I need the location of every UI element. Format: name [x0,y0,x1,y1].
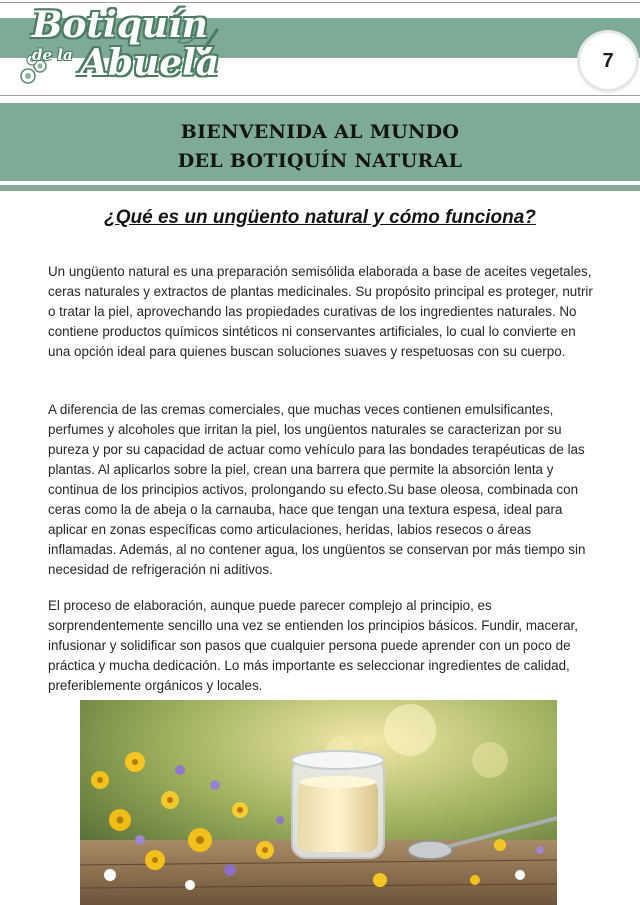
body-paragraph-2: A diferencia de las cremas comerciales, que muchas veces contienen emulsificantes, perfumes y alcoholes que irritan la piel, los ungüentos naturales se caracterizan por su pureza y por su capacidad de actuar como vehículo para las bondades terapéuticas de las plantas. Al aplicarlos sobre la piel, crean una barrera que permite la absorción lenta y continua de los principios activos, prolongando su efecto.Su base oleosa, combinada con ceras como la de abeja o la carnauba, hace que tengan una textura espesa, ideal para aplicar en zonas específicas como articulaciones, heridas, labios resecos o áreas inflamadas. Además, al no contener agua, los ungüentos se conservan por más tiempo sin necesidad de refrigeración ni aditivos. [48,402,586,577]
ointment-jar [292,751,384,858]
body-paragraph-1: Un ungüento natural es una preparación semisólida elaborada a base de aceites vegetales, ceras naturales y extractos de plantas medicinales. Su propósito principal es proteger, nutrir o tratar la piel, aprovechando las propiedades curativas de los ingredientes naturales. No contiene productos químicos sintéticos ni conservantes artificiales, lo cual lo convierte en una opción ideal para quienes buscan soluciones suaves y respetuosas con su cuerpo. [48,264,593,359]
logo-word-de-la: de la [32,46,73,64]
logo-word-botiquin: Botiquín [32,4,208,46]
body-paragraph-3: El proceso de elaboración, aunque puede parecer complejo al principio, es sorprendentemente sencillo una vez se entienden los principios básicos. Fundir, macerar, infusionar y solidificar son pasos que cualquier persona puede aprender con un poco de práctica y mucha dedicación. Lo más importante es seleccionar ingredientes de calidad, preferiblemente orgánicos y locales. [48,598,578,693]
title-band-rule [0,188,640,189]
section-title [0,118,640,176]
section-title-line-1: BIENVENIDA AL MUNDO [180,121,460,143]
page-number: 7 [602,49,614,72]
logo-word-abuela: Abuela [80,42,220,84]
ointment-jar-photo [80,700,557,905]
section-title-line-2: DEL BOTIQUÍN NATURAL [177,150,463,172]
header-divider [0,95,640,96]
section-subtitle: ¿Qué es un ungüento natural y cómo funciona? [104,207,536,228]
page-number-badge [580,33,636,89]
brand-logo [18,2,228,92]
photo-illustration [80,700,557,905]
